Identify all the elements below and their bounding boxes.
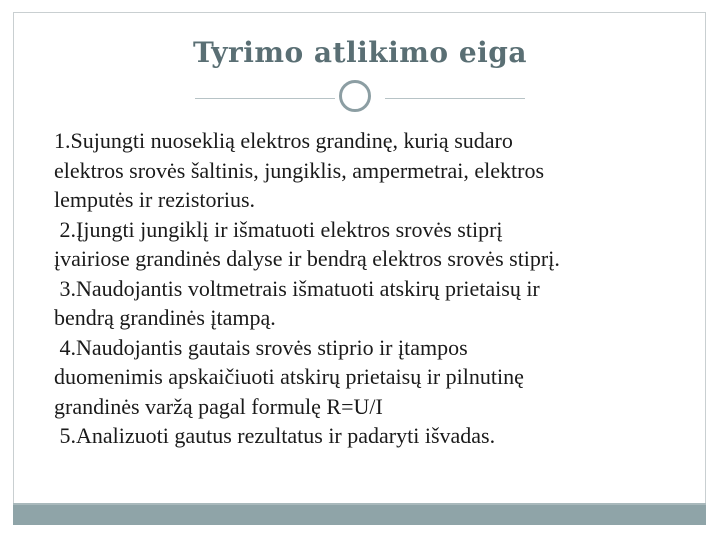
- step-item: 3.Naudojantis voltmetrais išmatuoti atskirų prietaisų ir bendrą grandinės įtampą.: [54, 275, 540, 330]
- step-item: 2.Įjungti jungiklį ir išmatuoti elektros srovės stiprį įvairiose grandinės dalyse ir bendrą elektros srovės stiprį.: [54, 216, 560, 271]
- step-item: 4.Naudojantis gautais srovės stiprio ir įtampos duomenimis apskaičiuoti atskirų prietaisų ir pilnutinę grandinės varžą pagal formulę R=U/I: [54, 334, 524, 419]
- footer-bar-stripe: [13, 503, 706, 505]
- title-divider-left: [195, 98, 335, 99]
- step-item: 1.Sujungti nuoseklią elektros grandinę, kurią sudaro elektros srovės šaltinis, jungiklis, ampermetrai, elektros lemputės ir rezistorius.: [54, 128, 545, 212]
- step-item: 5.Analizuoti gautus rezultatus ir padaryti išvadas.: [54, 423, 496, 448]
- slide-title: Tyrimo atlikimo eiga: [192, 36, 528, 69]
- footer-bar: [13, 503, 706, 525]
- divider-ring-ornament: [339, 80, 371, 112]
- title-divider-right: [385, 98, 525, 99]
- steps-list: [54, 126, 694, 451]
